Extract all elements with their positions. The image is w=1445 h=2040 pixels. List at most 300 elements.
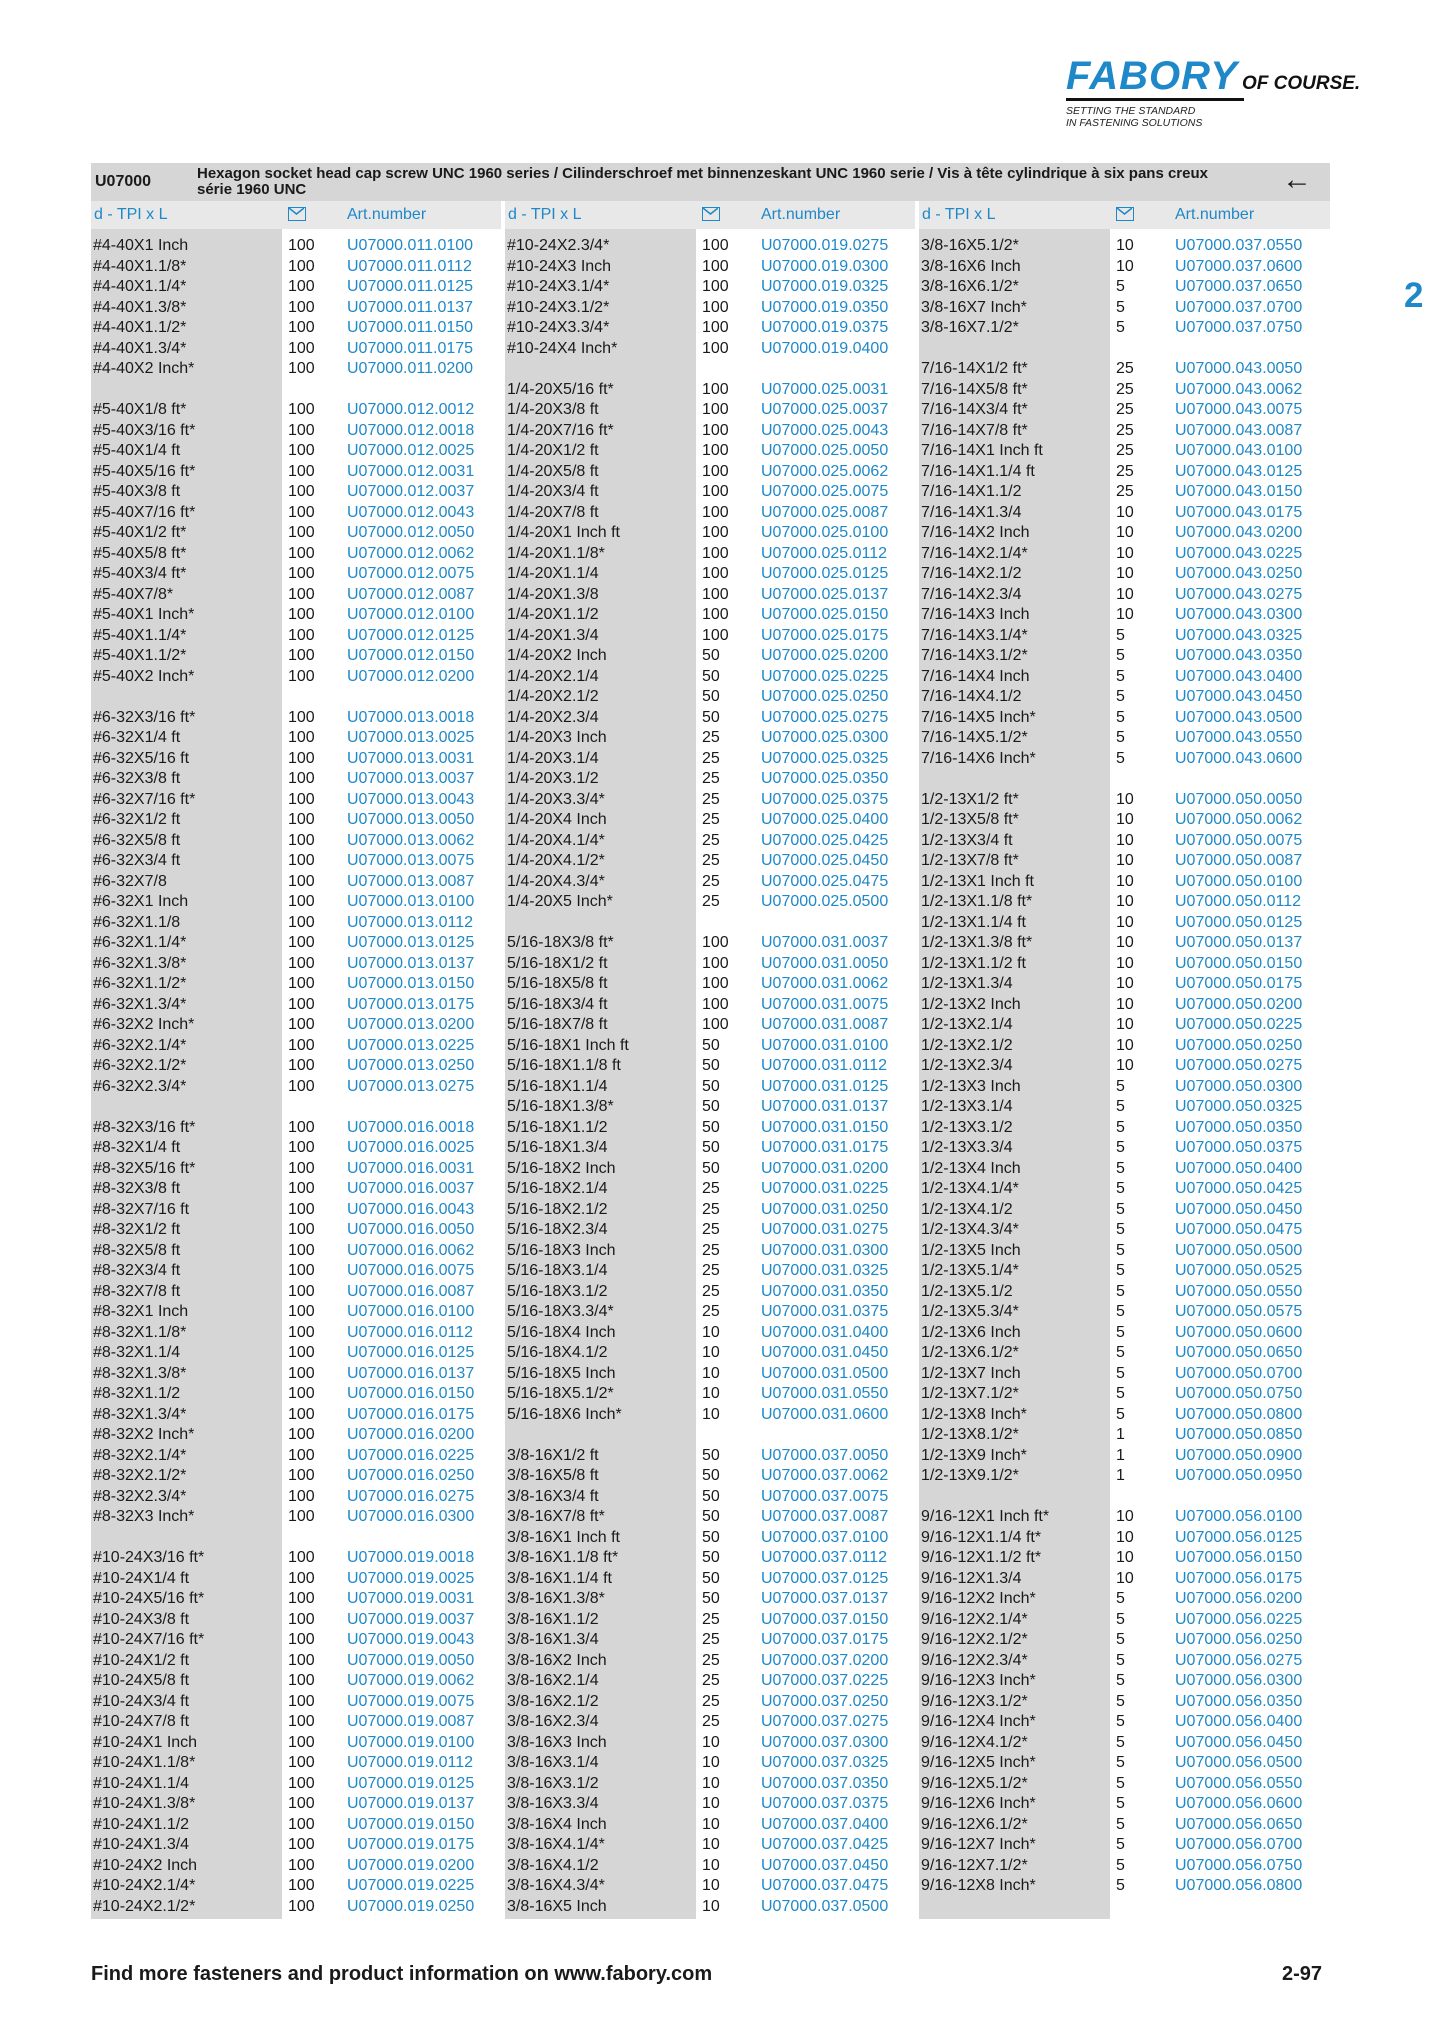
article-number-link[interactable]: U07000.037.0650	[1175, 278, 1303, 295]
article-number-link[interactable]: U07000.016.0137	[347, 1364, 475, 1382]
article-number-link[interactable]: U07000.025.0075	[761, 483, 889, 500]
quantity-cell: 100	[288, 1323, 315, 1341]
article-number-link[interactable]: U07000.037.0100	[761, 1528, 889, 1546]
article-number-link[interactable]: U07000.050.0350	[1175, 1118, 1303, 1136]
article-number-link[interactable]: U07000.013.0112	[347, 913, 474, 931]
article-number-link[interactable]: U07000.050.0112	[1175, 893, 1302, 910]
article-number-link[interactable]: U07000.016.0087	[347, 1282, 475, 1300]
quantity-cell: 100	[288, 1405, 315, 1423]
article-number-link[interactable]: U07000.056.0100	[1175, 1508, 1303, 1525]
article-number-link[interactable]: U07000.043.0550	[1175, 729, 1303, 746]
article-number-link[interactable]: U07000.031.0075	[761, 995, 889, 1013]
size-cell: 9/16-12X1 Inch ft*	[921, 1508, 1050, 1525]
article-number-link[interactable]: U07000.050.0225	[1175, 1016, 1303, 1033]
article-number-link[interactable]: U07000.043.0250	[1175, 565, 1303, 582]
article-number-link[interactable]: U07000.016.0150	[347, 1385, 475, 1402]
article-number-link[interactable]: U07000.050.0600	[1175, 1323, 1303, 1341]
quantity-cell: 100	[702, 606, 729, 623]
article-number-link[interactable]: U07000.037.0150	[761, 1610, 889, 1628]
quantity-cell: 100	[288, 626, 315, 644]
article-number-link[interactable]: U07000.019.0050	[347, 1651, 475, 1669]
article-number-link[interactable]: U07000.019.0031	[347, 1590, 475, 1607]
article-number-link[interactable]: U07000.011.0137	[347, 298, 474, 316]
article-number-link[interactable]: U07000.016.0100	[347, 1303, 475, 1320]
article-number-link[interactable]: U07000.056.0700	[1175, 1836, 1303, 1853]
article-number-link[interactable]: U07000.050.0575	[1175, 1303, 1303, 1320]
size-cell: 5/16-18X7/8 ft	[507, 1016, 608, 1033]
article-number-link[interactable]: U07000.050.0137	[1175, 934, 1303, 951]
article-number-link[interactable]: U07000.019.0300	[761, 257, 889, 275]
article-number-link[interactable]: U07000.031.0112	[761, 1057, 888, 1074]
article-number-link[interactable]: U07000.037.0062	[761, 1467, 889, 1484]
article-number-link[interactable]: U07000.016.0175	[347, 1405, 475, 1423]
article-number-link[interactable]: U07000.050.0300	[1175, 1077, 1303, 1095]
article-number-link[interactable]: U07000.011.0125	[347, 278, 474, 295]
article-number-link[interactable]: U07000.025.0400	[761, 811, 889, 828]
article-number-link[interactable]: U07000.025.0150	[761, 606, 889, 623]
article-number-link[interactable]: U07000.043.0087	[1175, 421, 1303, 439]
article-number-link[interactable]: U07000.019.0087	[347, 1713, 475, 1730]
article-number-link[interactable]: U07000.019.0175	[347, 1836, 475, 1853]
article-number-link[interactable]: U07000.050.0750	[1175, 1385, 1303, 1402]
article-number-link[interactable]: U07000.025.0031	[761, 380, 889, 398]
article-number-link[interactable]: U07000.050.0087	[1175, 852, 1303, 869]
article-number-link[interactable]: U07000.013.0018	[347, 708, 475, 726]
article-number-link[interactable]: U07000.012.0050	[347, 524, 475, 541]
article-number-link[interactable]: U07000.031.0100	[761, 1036, 889, 1054]
article-number-link[interactable]: U07000.019.0250	[347, 1897, 475, 1915]
article-number-link[interactable]: U07000.056.0600	[1175, 1795, 1303, 1812]
article-number-link[interactable]: U07000.013.0075	[347, 852, 475, 869]
article-number-link[interactable]: U07000.013.0037	[347, 770, 475, 787]
article-number-link[interactable]: U07000.037.0425	[761, 1836, 889, 1853]
article-number-link[interactable]: U07000.031.0125	[761, 1077, 889, 1095]
chapter-number: 2	[1404, 276, 1424, 315]
size-cell: 9/16-12X3.1/2*	[921, 1692, 1028, 1710]
article-number-link[interactable]: U07000.016.0018	[347, 1118, 475, 1136]
quantity-cell: 5	[1116, 1303, 1125, 1320]
article-number-link[interactable]: U07000.037.0137	[761, 1590, 889, 1607]
article-number-link[interactable]: U07000.043.0500	[1175, 708, 1303, 726]
article-number-link[interactable]: U07000.043.0050	[1175, 360, 1303, 377]
article-number-link[interactable]: U07000.037.0200	[761, 1651, 889, 1669]
article-number-link[interactable]: U07000.016.0300	[347, 1508, 475, 1525]
quantity-cell: 10	[1116, 1549, 1134, 1566]
article-number-link[interactable]: U07000.031.0150	[761, 1118, 889, 1136]
article-number-link[interactable]: U07000.031.0600	[761, 1405, 889, 1423]
article-number-link[interactable]: U07000.056.0800	[1175, 1877, 1303, 1894]
article-number-link[interactable]: U07000.012.0100	[347, 606, 475, 623]
article-number-link[interactable]: U07000.012.0037	[347, 483, 475, 500]
article-number-link[interactable]: U07000.043.0450	[1175, 688, 1303, 705]
article-number-link[interactable]: U07000.056.0550	[1175, 1774, 1303, 1792]
article-number-link[interactable]: U07000.043.0200	[1175, 524, 1303, 541]
article-number-link[interactable]: U07000.013.0225	[347, 1036, 475, 1054]
article-number-link[interactable]: U07000.016.0125	[347, 1344, 475, 1361]
article-number-link[interactable]: U07000.050.0050	[1175, 790, 1303, 808]
article-number-link[interactable]: U07000.050.0850	[1175, 1426, 1303, 1443]
article-number-link[interactable]: U07000.050.0375	[1175, 1139, 1303, 1156]
article-number-link[interactable]: U07000.011.0150	[347, 319, 474, 336]
article-number-link[interactable]: U07000.056.0225	[1175, 1610, 1303, 1628]
article-number-link[interactable]: U07000.037.0125	[761, 1569, 889, 1587]
article-number-link[interactable]: U07000.012.0150	[347, 647, 475, 664]
article-number-link[interactable]: U07000.025.0275	[761, 708, 889, 726]
article-number-link[interactable]: U07000.016.0043	[347, 1200, 475, 1218]
quantity-cell: 100	[702, 483, 729, 500]
quantity-cell: 25	[1116, 483, 1134, 500]
size-cell: #10-24X5/8 ft	[93, 1672, 190, 1689]
article-number-link[interactable]: U07000.056.0175	[1175, 1569, 1303, 1587]
quantity-cell: 25	[702, 1221, 720, 1238]
article-number-link[interactable]: U07000.013.0043	[347, 790, 475, 808]
quantity-cell: 100	[702, 278, 729, 295]
article-number-link[interactable]: U07000.025.0200	[761, 647, 889, 664]
article-number-link[interactable]: U07000.037.0250	[761, 1692, 889, 1710]
article-number-link[interactable]: U07000.019.0018	[347, 1549, 475, 1566]
article-number-link[interactable]: U07000.012.0200	[347, 667, 475, 685]
article-number-link[interactable]: U07000.012.0031	[347, 462, 475, 480]
quantity-cell: 10	[702, 1323, 720, 1341]
article-number-link[interactable]: U07000.031.0350	[761, 1282, 889, 1300]
article-number-link[interactable]: U07000.056.0650	[1175, 1815, 1303, 1833]
article-number-link[interactable]: U07000.037.0375	[761, 1795, 889, 1812]
size-cell: #5-40X1.1/4*	[93, 626, 187, 644]
article-number-link[interactable]: U07000.019.0125	[347, 1774, 475, 1792]
quantity-cell: 10	[702, 1795, 720, 1812]
quantity-cell: 25	[1116, 380, 1134, 398]
article-number-link[interactable]: U07000.056.0150	[1175, 1549, 1303, 1566]
article-number-link[interactable]: U07000.019.0100	[347, 1733, 475, 1751]
quantity-cell: 100	[288, 1897, 315, 1915]
article-number-link[interactable]: U07000.050.0150	[1175, 954, 1303, 972]
article-number-link[interactable]: U07000.050.0062	[1175, 811, 1303, 828]
article-number-link[interactable]: U07000.019.0037	[347, 1610, 475, 1628]
article-number-link[interactable]: U07000.025.0350	[761, 770, 889, 787]
column-header-size: d - TPI x L	[508, 206, 582, 223]
article-number-link[interactable]: U07000.012.0025	[347, 442, 475, 459]
article-number-link[interactable]: U07000.050.0275	[1175, 1057, 1303, 1074]
article-number-link[interactable]: U07000.037.0475	[761, 1877, 889, 1894]
size-cell: #8-32X1.1/8*	[93, 1323, 187, 1341]
size-cell: 5/16-18X5/8 ft	[507, 975, 608, 992]
article-number-link[interactable]: U07000.031.0500	[761, 1364, 889, 1382]
article-number-link[interactable]: U07000.043.0150	[1175, 483, 1303, 500]
article-number-link[interactable]: U07000.016.0062	[347, 1241, 475, 1259]
article-number-link[interactable]: U07000.037.0175	[761, 1631, 889, 1648]
article-number-link[interactable]: U07000.056.0200	[1175, 1590, 1303, 1607]
article-number-link[interactable]: U07000.050.0800	[1175, 1405, 1303, 1423]
article-number-link[interactable]: U07000.025.0037	[761, 401, 889, 418]
article-number-link[interactable]: U07000.013.0050	[347, 811, 475, 828]
article-number-link[interactable]: U07000.050.0500	[1175, 1241, 1303, 1259]
article-number-link[interactable]: U07000.031.0200	[761, 1159, 889, 1177]
article-number-link[interactable]: U07000.012.0062	[347, 544, 475, 562]
quantity-cell: 100	[288, 319, 315, 336]
article-number-link[interactable]: U07000.037.0550	[1175, 237, 1303, 254]
article-number-link[interactable]: U07000.025.0125	[761, 565, 889, 582]
article-number-link[interactable]: U07000.050.0950	[1175, 1467, 1303, 1484]
size-cell: 9/16-12X8 Inch*	[921, 1877, 1036, 1894]
article-number-link[interactable]: U07000.056.0450	[1175, 1733, 1303, 1751]
article-number-link[interactable]: U07000.019.0062	[347, 1672, 475, 1689]
product-title: Hexagon socket head cap screw UNC 1960 series / Cilinderschroef met binnenzeskant UNC 1960 serie / Vis à tête cylindrique à six pans creux série 1960 UNC	[197, 165, 1208, 198]
article-number-link[interactable]: U07000.019.0325	[761, 278, 889, 295]
article-number-link[interactable]: U07000.031.0087	[761, 1016, 889, 1033]
quantity-cell: 5	[1116, 1200, 1125, 1218]
article-number-link[interactable]: U07000.016.0075	[347, 1262, 475, 1279]
article-number-link[interactable]: U07000.016.0031	[347, 1159, 475, 1177]
size-cell: 1/4-20X1 Inch ft	[507, 524, 620, 541]
article-number-link[interactable]: U07000.019.0275	[761, 237, 889, 254]
article-number-link[interactable]: U07000.037.0325	[761, 1754, 889, 1771]
quantity-cell: 100	[288, 278, 315, 295]
article-number-link[interactable]: U07000.056.0500	[1175, 1754, 1303, 1771]
article-number-link[interactable]: U07000.050.0525	[1175, 1262, 1303, 1279]
article-number-link[interactable]: U07000.050.0175	[1175, 975, 1303, 992]
article-number-link[interactable]: U07000.031.0325	[761, 1262, 889, 1279]
article-number-link[interactable]: U07000.037.0225	[761, 1672, 889, 1689]
article-number-link[interactable]: U07000.019.0400	[761, 339, 889, 357]
article-number-link[interactable]: U07000.019.0137	[347, 1795, 475, 1812]
article-number-link[interactable]: U07000.016.0112	[347, 1323, 474, 1341]
article-number-link[interactable]: U07000.012.0043	[347, 503, 475, 521]
article-number-link[interactable]: U07000.012.0075	[347, 565, 475, 582]
article-number-link[interactable]: U07000.050.0475	[1175, 1221, 1303, 1238]
article-number-link[interactable]: U07000.031.0550	[761, 1385, 889, 1402]
article-number-link[interactable]: U07000.025.0250	[761, 688, 889, 705]
quantity-cell: 5	[1116, 278, 1125, 295]
article-number-link[interactable]: U07000.031.0062	[761, 975, 889, 992]
article-number-link[interactable]: U07000.043.0400	[1175, 667, 1303, 685]
article-number-link[interactable]: U07000.011.0175	[347, 339, 474, 357]
article-number-link[interactable]: U07000.037.0075	[761, 1487, 889, 1505]
article-number-link[interactable]: U07000.037.0450	[761, 1856, 889, 1874]
article-number-link[interactable]: U07000.031.0250	[761, 1200, 889, 1218]
article-number-link[interactable]: U07000.012.0125	[347, 626, 475, 644]
article-number-link[interactable]: U07000.013.0025	[347, 729, 475, 746]
article-number-link[interactable]: U07000.037.0700	[1175, 298, 1303, 316]
article-number-link[interactable]: U07000.025.0043	[761, 421, 889, 439]
quantity-cell: 10	[1116, 913, 1134, 931]
article-number-link[interactable]: U07000.016.0050	[347, 1221, 475, 1238]
quantity-cell: 10	[702, 1856, 720, 1874]
article-number-link[interactable]: U07000.043.0062	[1175, 380, 1303, 398]
article-number-link[interactable]: U07000.019.0112	[347, 1754, 474, 1771]
article-number-link[interactable]: U07000.050.0650	[1175, 1344, 1303, 1361]
article-number-link[interactable]: U07000.013.0200	[347, 1016, 475, 1033]
size-cell: 3/8-16X1.3/4	[507, 1631, 599, 1648]
size-cell: #6-32X1/4 ft	[93, 729, 181, 746]
article-number-link[interactable]: U07000.011.0112	[347, 257, 472, 275]
article-number-link[interactable]: U07000.037.0050	[761, 1446, 889, 1464]
size-cell: #5-40X5/16 ft*	[93, 462, 196, 480]
size-cell: #4-40X2 Inch*	[93, 360, 195, 377]
size-cell: #8-32X1/2 ft	[93, 1221, 181, 1238]
article-number-link[interactable]: U07000.016.0200	[347, 1426, 475, 1443]
article-number-link[interactable]: U07000.056.0350	[1175, 1692, 1303, 1710]
article-number-link[interactable]: U07000.025.0500	[761, 893, 889, 910]
article-number-link[interactable]: U07000.016.0037	[347, 1180, 475, 1197]
article-number-link[interactable]: U07000.013.0031	[347, 749, 475, 767]
article-number-link[interactable]: U07000.056.0400	[1175, 1713, 1303, 1730]
article-number-link[interactable]: U07000.050.0400	[1175, 1159, 1303, 1177]
article-number-link[interactable]: U07000.037.0400	[761, 1815, 889, 1833]
article-number-link[interactable]: U07000.043.0075	[1175, 401, 1303, 418]
quantity-cell: 50	[702, 1549, 720, 1566]
article-number-link[interactable]: U07000.050.0450	[1175, 1200, 1303, 1218]
article-number-link[interactable]: U07000.012.0012	[347, 401, 475, 418]
article-number-link[interactable]: U07000.056.0250	[1175, 1631, 1303, 1648]
article-number-link[interactable]: U07000.043.0275	[1175, 585, 1303, 603]
article-number-link[interactable]: U07000.013.0087	[347, 872, 475, 890]
article-number-link[interactable]: U07000.019.0375	[761, 319, 889, 336]
article-number-link[interactable]: U07000.050.0425	[1175, 1180, 1303, 1197]
article-number-link[interactable]: U07000.056.0750	[1175, 1856, 1303, 1874]
quantity-cell: 5	[1116, 688, 1125, 705]
quantity-cell: 10	[1116, 544, 1134, 562]
quantity-cell: 100	[288, 1282, 315, 1300]
article-number-link[interactable]: U07000.031.0275	[761, 1221, 889, 1238]
article-number-link[interactable]: U07000.056.0125	[1175, 1528, 1303, 1546]
article-number-link[interactable]: U07000.043.0225	[1175, 544, 1303, 562]
article-number-link[interactable]: U07000.043.0100	[1175, 442, 1303, 459]
article-number-link[interactable]: U07000.043.0175	[1175, 503, 1303, 521]
article-number-link[interactable]: U07000.013.0137	[347, 954, 475, 972]
article-number-link[interactable]: U07000.037.0500	[761, 1897, 889, 1915]
article-number-link[interactable]: U07000.031.0375	[761, 1303, 889, 1320]
article-number-link[interactable]: U07000.031.0037	[761, 934, 889, 951]
article-number-link[interactable]: U07000.037.0350	[761, 1774, 889, 1792]
article-number-link[interactable]: U07000.037.0600	[1175, 257, 1303, 275]
quantity-cell: 25	[702, 852, 720, 869]
size-cell: 7/16-14X3.1/4*	[921, 626, 1028, 644]
size-cell: #8-32X2.1/4*	[93, 1446, 187, 1464]
article-number-link[interactable]: U07000.019.0075	[347, 1692, 475, 1710]
article-number-link[interactable]: U07000.031.0300	[761, 1241, 889, 1259]
article-number-link[interactable]: U07000.050.0550	[1175, 1282, 1303, 1300]
size-cell: 1/4-20X1.1/4	[507, 565, 599, 582]
article-number-link[interactable]: U07000.031.0175	[761, 1139, 889, 1156]
article-number-link[interactable]: U07000.012.0018	[347, 421, 475, 439]
article-number-link[interactable]: U07000.050.0125	[1175, 913, 1303, 931]
article-number-link[interactable]: U07000.011.0200	[347, 360, 474, 377]
article-number-link[interactable]: U07000.056.0275	[1175, 1651, 1303, 1669]
article-number-link[interactable]: U07000.050.0700	[1175, 1364, 1303, 1382]
article-number-link[interactable]: U07000.037.0087	[761, 1508, 889, 1525]
article-number-link[interactable]: U07000.025.0225	[761, 667, 889, 685]
quantity-cell: 10	[1116, 237, 1134, 254]
article-number-link[interactable]: U07000.025.0100	[761, 524, 889, 541]
article-number-link[interactable]: U07000.050.0100	[1175, 872, 1303, 890]
article-number-link[interactable]: U07000.031.0050	[761, 954, 889, 972]
quantity-cell: 5	[1116, 1385, 1125, 1402]
article-number-link[interactable]: U07000.019.0043	[347, 1631, 475, 1648]
quantity-cell: 25	[702, 749, 720, 767]
article-number-link[interactable]: U07000.019.0225	[347, 1877, 475, 1894]
size-cell: #5-40X5/8 ft*	[93, 544, 187, 562]
quantity-cell: 100	[288, 1508, 315, 1525]
article-number-link[interactable]: U07000.016.0250	[347, 1467, 475, 1484]
size-cell: 5/16-18X1 Inch ft	[507, 1036, 629, 1054]
article-number-link[interactable]: U07000.025.0050	[761, 442, 889, 459]
article-number-link[interactable]: U07000.025.0137	[761, 585, 889, 603]
article-number-link[interactable]: U07000.011.0100	[347, 237, 474, 254]
article-number-link[interactable]: U07000.031.0137	[761, 1098, 889, 1115]
article-number-link[interactable]: U07000.013.0125	[347, 934, 475, 951]
article-number-link[interactable]: U07000.025.0450	[761, 852, 889, 869]
article-number-link[interactable]: U07000.031.0400	[761, 1323, 889, 1341]
quantity-cell: 100	[702, 298, 729, 316]
article-number-link[interactable]: U07000.025.0062	[761, 462, 889, 480]
article-number-link[interactable]: U07000.050.0200	[1175, 995, 1303, 1013]
article-number-link[interactable]: U07000.025.0425	[761, 831, 889, 849]
article-number-link[interactable]: U07000.013.0250	[347, 1057, 475, 1074]
article-number-link[interactable]: U07000.013.0100	[347, 893, 475, 910]
article-number-link[interactable]: U07000.037.0112	[761, 1549, 888, 1566]
article-number-link[interactable]: U07000.037.0300	[761, 1733, 889, 1751]
article-number-link[interactable]: U07000.050.0250	[1175, 1036, 1303, 1054]
size-cell: #10-24X2.1/4*	[93, 1877, 196, 1894]
article-number-link[interactable]: U07000.016.0275	[347, 1487, 475, 1505]
quantity-cell: 25	[702, 1200, 720, 1218]
article-number-link[interactable]: U07000.025.0475	[761, 872, 889, 890]
article-number-link[interactable]: U07000.019.0350	[761, 298, 889, 316]
article-number-link[interactable]: U07000.016.0025	[347, 1139, 475, 1156]
article-number-link[interactable]: U07000.037.0275	[761, 1713, 889, 1730]
size-cell: #6-32X1.3/8*	[93, 954, 187, 972]
article-number-link[interactable]: U07000.043.0600	[1175, 749, 1303, 767]
article-number-link[interactable]: U07000.025.0112	[761, 544, 888, 562]
article-number-link[interactable]: U07000.013.0062	[347, 831, 475, 849]
article-number-link[interactable]: U07000.013.0275	[347, 1077, 475, 1095]
article-number-link[interactable]: U07000.025.0087	[761, 503, 889, 521]
article-number-link[interactable]: U07000.013.0150	[347, 975, 475, 992]
article-number-link[interactable]: U07000.043.0350	[1175, 647, 1303, 664]
article-number-link[interactable]: U07000.031.0450	[761, 1344, 889, 1361]
article-number-link[interactable]: U07000.019.0025	[347, 1569, 475, 1587]
article-number-link[interactable]: U07000.019.0150	[347, 1815, 475, 1833]
article-number-link[interactable]: U07000.037.0750	[1175, 319, 1303, 336]
quantity-cell: 5	[1116, 749, 1125, 767]
size-cell: 9/16-12X5.1/2*	[921, 1774, 1028, 1792]
article-number-link[interactable]: U07000.025.0375	[761, 790, 889, 808]
article-number-link[interactable]: U07000.043.0125	[1175, 462, 1303, 480]
article-number-link[interactable]: U07000.019.0200	[347, 1856, 475, 1874]
article-number-link[interactable]: U07000.012.0087	[347, 585, 475, 603]
back-arrow-icon[interactable]: ←	[1282, 163, 1312, 196]
article-number-link[interactable]: U07000.056.0300	[1175, 1672, 1303, 1689]
article-number-link[interactable]: U07000.013.0175	[347, 995, 475, 1013]
size-cell: 1/4-20X1.3/4	[507, 626, 599, 644]
article-number-link[interactable]: U07000.050.0075	[1175, 831, 1303, 849]
size-cell: 1/2-13X8.1/2*	[921, 1426, 1019, 1443]
article-number-link[interactable]: U07000.025.0175	[761, 626, 889, 644]
size-cell: 1/4-20X1.1/2	[507, 606, 599, 623]
article-number-link[interactable]: U07000.050.0325	[1175, 1098, 1303, 1115]
article-number-link[interactable]: U07000.050.0900	[1175, 1446, 1303, 1464]
article-number-link[interactable]: U07000.016.0225	[347, 1446, 475, 1464]
article-number-link[interactable]: U07000.043.0325	[1175, 626, 1303, 644]
article-number-link[interactable]: U07000.025.0325	[761, 749, 889, 767]
quantity-cell: 50	[702, 1057, 720, 1074]
size-cell: 1/2-13X1.3/4	[921, 975, 1013, 992]
article-number-link[interactable]: U07000.043.0300	[1175, 606, 1303, 623]
size-cell: 7/16-14X2 Inch	[921, 524, 1030, 541]
article-number-link[interactable]: U07000.025.0300	[761, 729, 889, 746]
article-number-link[interactable]: U07000.031.0225	[761, 1180, 889, 1197]
envelope-icon	[1116, 207, 1134, 221]
